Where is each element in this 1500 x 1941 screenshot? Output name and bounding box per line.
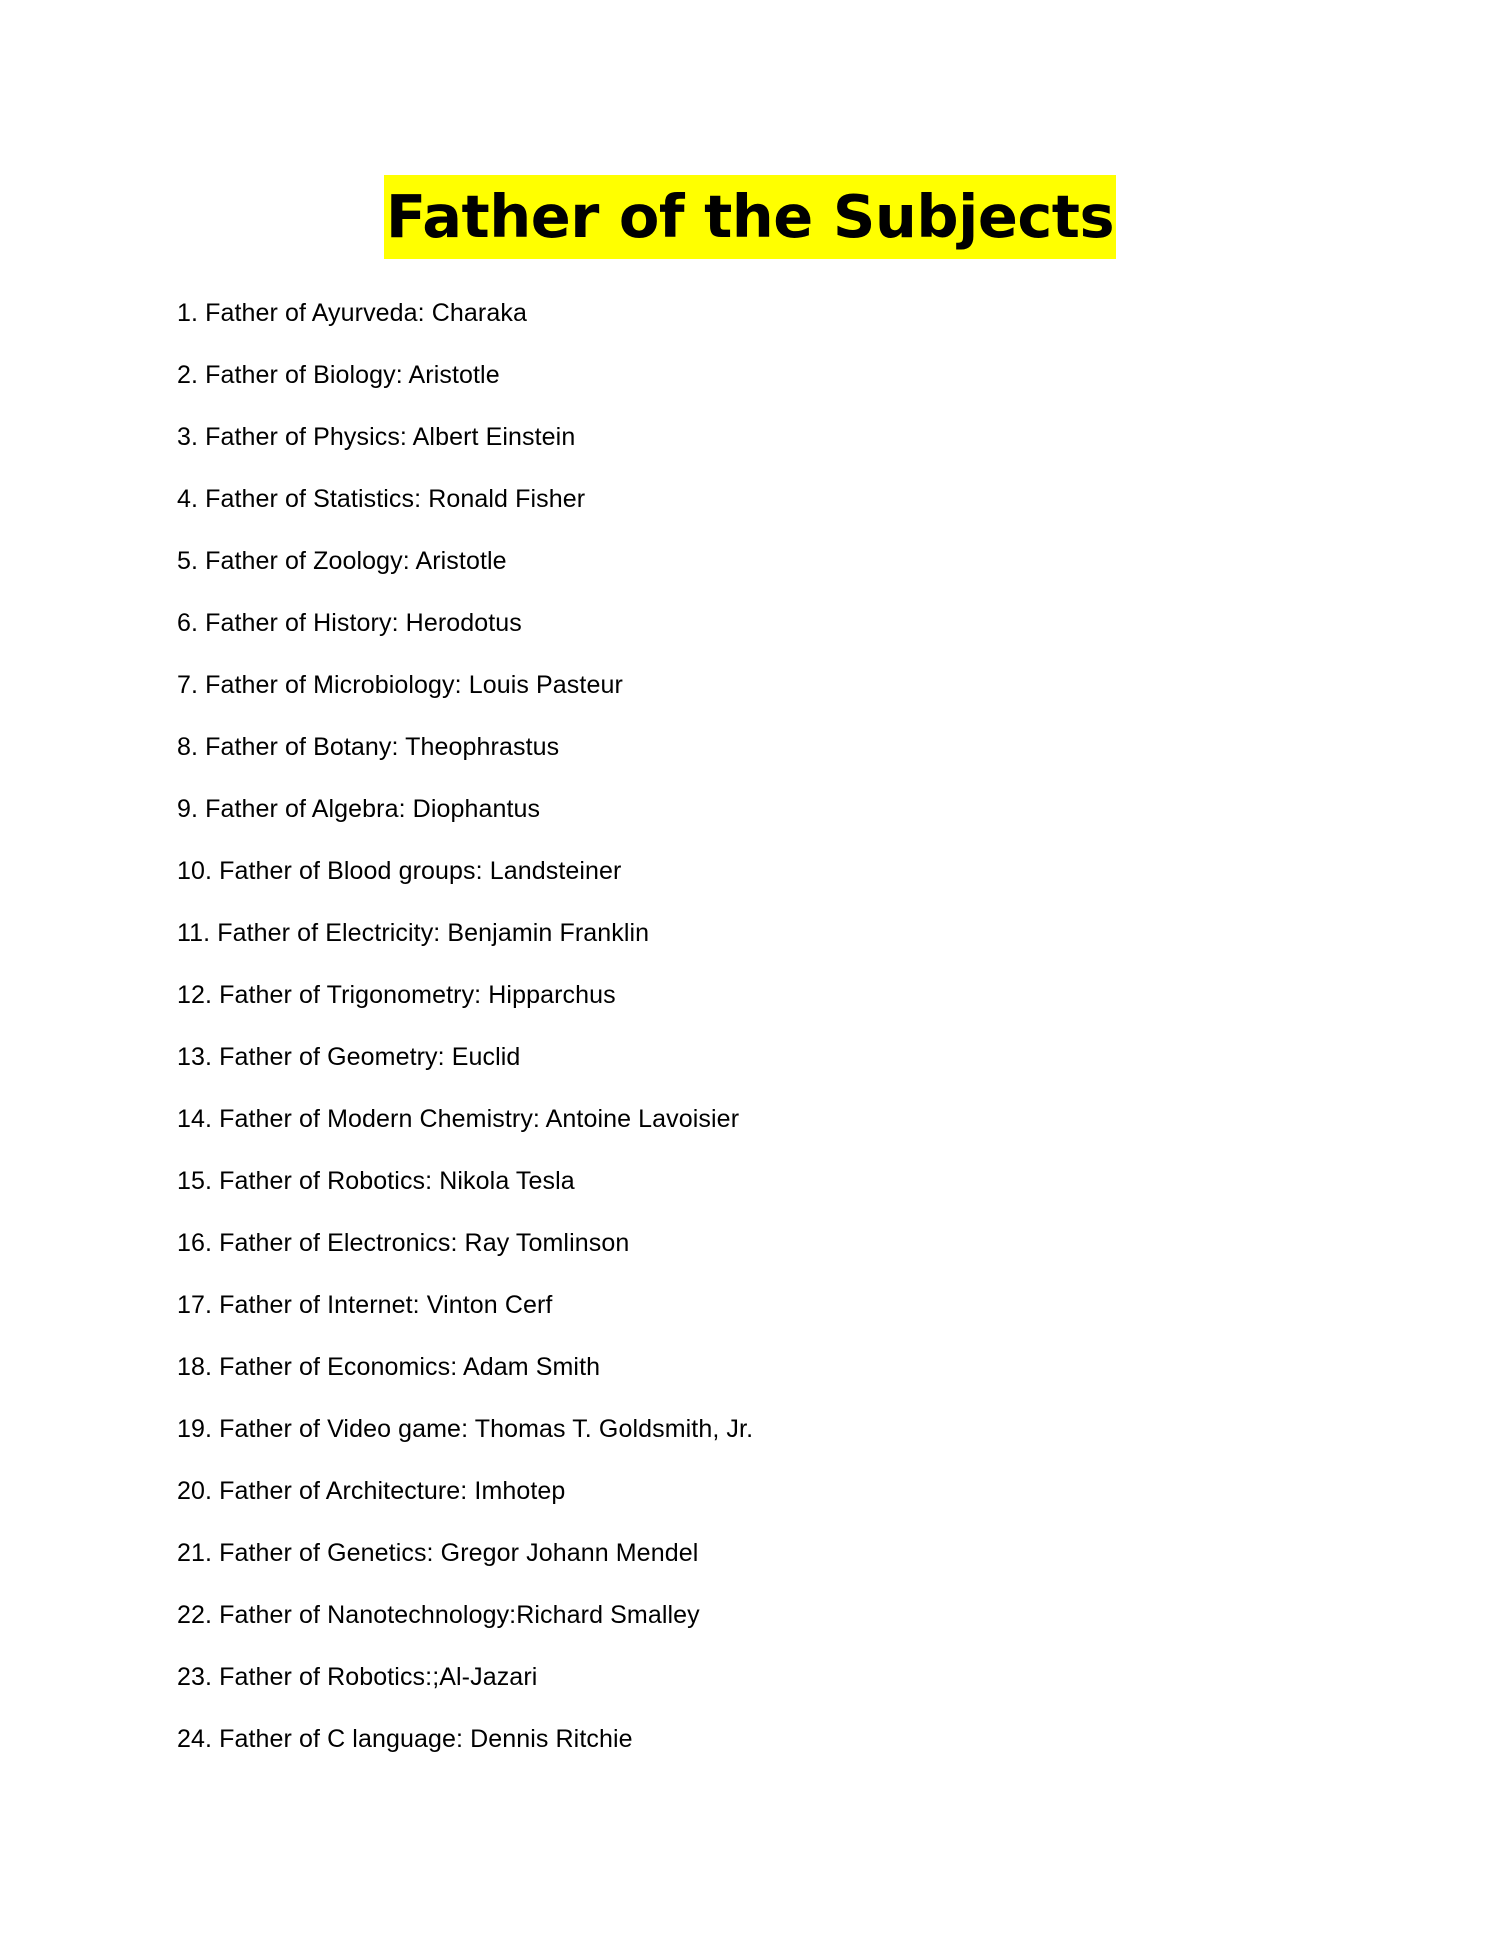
list-item: 14. Father of Modern Chemistry: Antoine Lavoisier [177,1105,740,1133]
list-item: 23. Father of Robotics:;Al-Jazari [177,1663,538,1691]
list-item: 2. Father of Biology: Aristotle [177,361,500,389]
fathers-list [177,290,753,1778]
list-item: 19. Father of Video game: Thomas T. Goldsmith, Jr. [177,1415,754,1443]
list-item: 21. Father of Genetics: Gregor Johann Mendel [177,1539,699,1567]
list-item: 10. Father of Blood groups: Landsteiner [177,857,622,885]
list-item: 6. Father of History: Herodotus [177,609,522,637]
list-item: 1. Father of Ayurveda: Charaka [177,299,527,327]
list-item: 20. Father of Architecture: Imhotep [177,1477,566,1505]
list-item: 16. Father of Electronics: Ray Tomlinson [177,1229,630,1257]
list-item: 13. Father of Geometry: Euclid [177,1043,521,1071]
list-item: 22. Father of Nanotechnology:Richard Smalley [177,1601,700,1629]
list-item: 3. Father of Physics: Albert Einstein [177,423,576,451]
page-title: Father of the Subjects [384,175,1116,259]
list-item: 15. Father of Robotics: Nikola Tesla [177,1167,575,1195]
list-item: 9. Father of Algebra: Diophantus [177,795,541,823]
list-item: 4. Father of Statistics: Ronald Fisher [177,485,586,513]
list-item: 7. Father of Microbiology: Louis Pasteur [177,671,623,699]
list-item: 17. Father of Internet: Vinton Cerf [177,1291,553,1319]
list-item: 24. Father of C language: Dennis Ritchie [177,1725,633,1753]
list-item: 11. Father of Electricity: Benjamin Franklin [177,919,650,947]
list-item: 8. Father of Botany: Theophrastus [177,733,560,761]
title-container [0,175,1500,259]
list-item: 12. Father of Trigonometry: Hipparchus [177,981,616,1009]
list-item: 5. Father of Zoology: Aristotle [177,547,507,575]
list-item: 18. Father of Economics: Adam Smith [177,1353,601,1381]
